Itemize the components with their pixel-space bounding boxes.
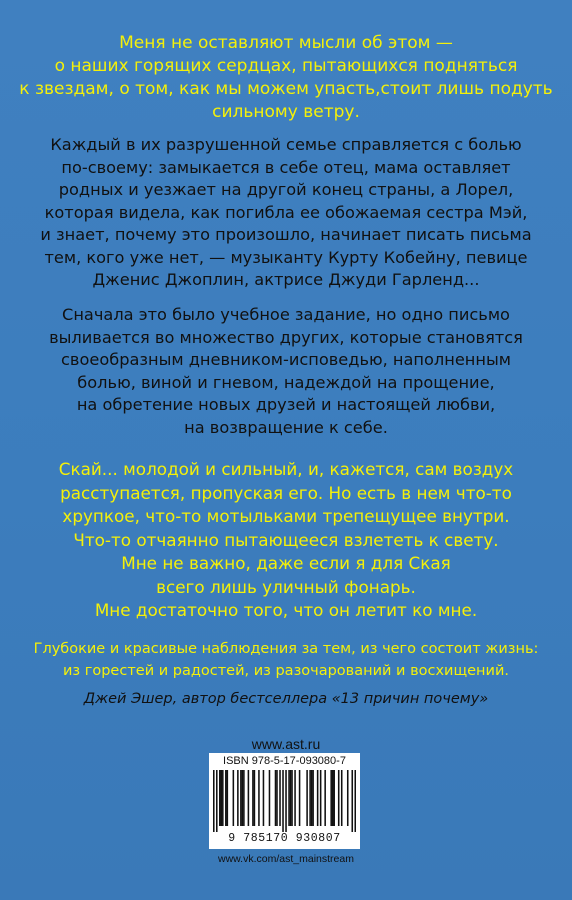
synopsis-line: тем, кого уже нет, — музыканту Курту Кобейну, певице [44,247,528,267]
barcode-bar [285,770,287,832]
synopsis-line: которая видела, как погибла ее обожаемая сестра Мэй, [44,202,528,222]
synopsis-paragraph-1 [0,134,572,292]
barcode-bar [317,770,319,826]
barcode-bar [275,770,277,826]
barcode-bar [299,770,301,826]
barcode-bar [309,770,311,826]
barcode-bar [290,770,292,826]
barcode-bar [243,770,245,826]
quote-line: Мне не важно, даже если я для Ская [121,553,451,573]
barcode-bars [213,770,356,832]
barcode-bar [330,770,332,826]
barcode-bar [269,770,271,826]
review-line: из горестей и радостей, из разочарований и восхищений. [63,663,509,679]
barcode-bar [248,770,250,826]
barcode-bar [213,770,215,832]
barcode-bar [347,770,349,826]
barcode-bar [311,770,313,826]
intro-line: сильному ветру. [212,102,360,122]
barcode-bar [222,770,224,826]
synopsis-line: и знает, почему это произошло, начинает писать письма [40,225,532,244]
synopsis-line: по-своему: замыкается в себе отец, мама оставляет [61,157,511,177]
barcode-bar [324,770,326,826]
barcode-bar [306,770,308,826]
barcode-bar [294,770,296,826]
barcode-bar [233,770,235,826]
intro-line: Меня не оставляют мысли об этом — [119,33,453,53]
synopsis-line: Сначала это было учебное задание, но одно письмо [62,305,510,324]
barcode-bar [216,770,218,832]
review-line: Глубокие и красивые наблюдения за тем, из чего состоит жизнь: [33,641,539,657]
barcode-bar [258,770,260,826]
barcode-bar [225,770,227,826]
barcode-bar [252,770,254,826]
barcode-bar [263,770,265,826]
synopsis-line: болью, виной и гневом, надеждой на прощение, [77,372,495,392]
social-link: www.vk.com/ast_mainstream [218,853,354,865]
quote-line: расступается, пропуская его. Но есть в нем что-то [60,482,512,503]
barcode-bar [237,770,239,826]
synopsis-line: выливается во множество других, которые становятся [49,327,523,347]
quote-excerpt [0,458,572,623]
barcode-bar [291,770,293,826]
barcode-bar [351,770,353,832]
quote-line: Что-то отчаянно пытающееся взлететь к свету. [73,529,499,550]
quote-line: Мне достаточно того, что он летит ко мне. [94,600,478,620]
barcode-bar [227,770,229,826]
barcode-bar [312,770,314,826]
barcode-bar [221,770,223,826]
intro-line: к звездам, о том, как мы можем упасть,стоит лишь подуть [19,79,553,99]
barcode-bar [240,770,242,826]
barcode-bar [219,770,221,826]
publisher-website: www.ast.ru [251,736,321,752]
synopsis-line: родных и уезжает на другой конец страны, а Лорел, [58,180,514,199]
synopsis-line: на обретение новых друзей и настоящей любви, [76,395,496,414]
barcode-bar [341,770,343,826]
barcode-bar [354,770,356,832]
barcode-digits: 9 785170 930807 [228,832,341,845]
synopsis-line: на возвращение к себе. [184,417,388,437]
intro-excerpt [0,32,572,124]
synopsis-line: своеобразным дневником-исповедью, наполненным [61,350,511,369]
quote-line: Скай... молодой и сильный, и, кажется, сам воздух [58,459,514,479]
quote-line: всего лишь уличный фонарь. [156,576,416,597]
barcode-bar [282,770,284,832]
quote-line: хрупкое, что-то мотыльками трепещущее внутри. [62,506,510,526]
barcode-bar [242,770,244,826]
barcode-bar [279,770,281,826]
barcode-bar [338,770,340,826]
barcode-bar [254,770,256,826]
review-blurb [0,638,572,710]
barcode-bar [288,770,290,826]
synopsis-line: Каждый в их разрушенной семье справляется с болью [50,135,522,154]
isbn-label: ISBN 978-5-17-093080-7 [223,755,346,767]
barcode-bar [333,770,335,826]
synopsis-paragraph-2 [0,304,572,439]
barcode-bar [320,770,322,826]
synopsis-line: Дженис Джоплин, актрисе Джуди Гарленд... [92,270,480,289]
isbn-barcode [209,753,360,849]
intro-line: о наших горящих сердцах, пытающихся подняться [54,56,518,76]
review-attribution: Джей Эшер, автор бестселлера «13 причин почему» [83,691,489,707]
barcode-bar [332,770,334,826]
barcode-bar [276,770,278,826]
